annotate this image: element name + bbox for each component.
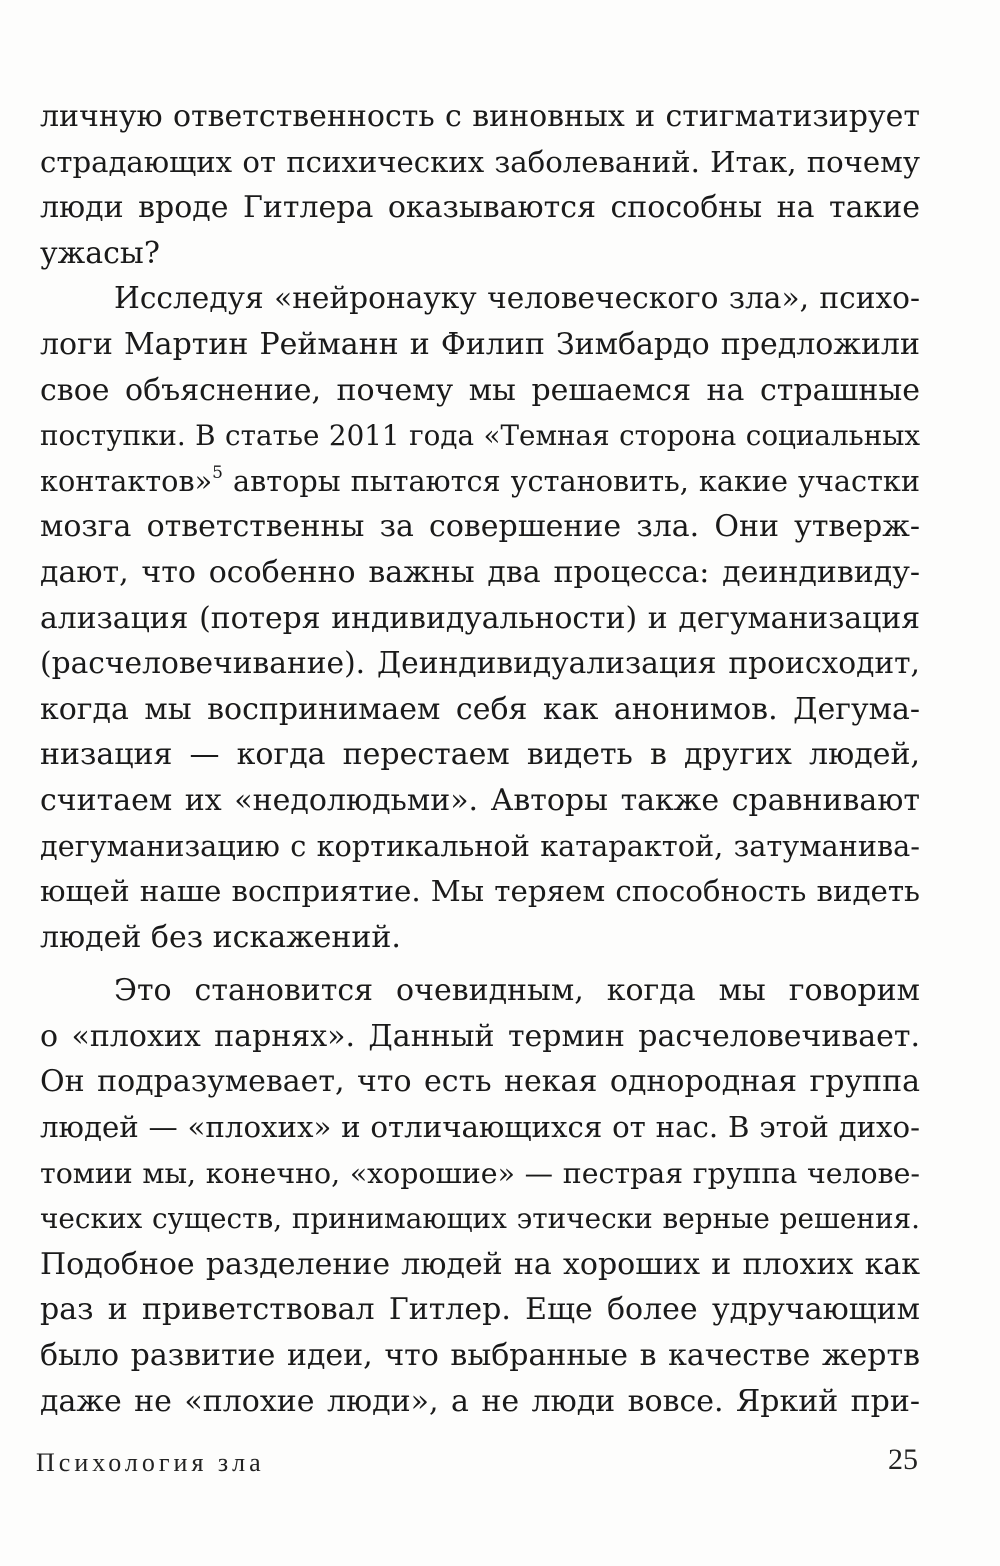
text-line: дают, что особенно важны два процесса: деиндивиду- [40, 554, 920, 590]
page-number: 25 [888, 1443, 918, 1476]
text-line: люди вроде Гитлера оказываются способны на такие [40, 190, 920, 226]
text-fragment: контактов» [40, 463, 213, 498]
text-line: ющей наше восприятие. Мы теряем способность видеть [40, 874, 920, 909]
text-line: даже не «плохие люди», а не люди вовсе. Яркий при- [40, 1383, 920, 1419]
text-line: страдающих от психических заболеваний. Итак, почему [40, 144, 920, 179]
text-line: логи Мартин Рейманн и Филип Зимбардо предложили [40, 326, 920, 362]
text-line: Подобное разделение людей на хороших и плохих как [40, 1246, 920, 1282]
text-line: поступки. В статье 2011 года «Темная сторона социальных [40, 419, 920, 453]
text-line: людей — «плохих» и отличающихся от нас. В этой дихо- [40, 1110, 920, 1145]
text-line: было развитие идеи, что выбранные в качестве жертв [40, 1338, 920, 1374]
text-line: личную ответственность с виновных и стигматизирует [40, 99, 920, 134]
text-line: мозга ответственны за совершение зла. Они утверж- [40, 509, 920, 545]
text-line: считаем их «недолюдьми». Авторы также сравнивают [40, 782, 920, 818]
text-line: ализация (потеря индивидуальности) и дегуманизация [40, 600, 920, 636]
text-line: томии мы, конечно, «хорошие» — пестрая группа челове- [40, 1156, 920, 1190]
text-line: людей без искажений. [40, 919, 401, 955]
text-line: свое объяснение, почему мы решаемся на страшные [40, 372, 920, 408]
text-line: ужасы? [40, 235, 160, 271]
text-line-with-footnote [40, 459, 920, 505]
text-line: Это становится очевидным, когда мы говорим [114, 973, 920, 1009]
paragraph-2 [40, 276, 920, 960]
text-fragment: авторы пытаются установить, какие участки [223, 463, 920, 498]
paragraph-1 [40, 94, 920, 276]
text-line: когда мы воспринимаем себя как анонимов. Дегума- [40, 691, 920, 727]
text-line: раз и приветствовал Гитлер. Еще более удручающим [40, 1292, 920, 1328]
paragraph-3 [40, 968, 920, 1424]
text-line: дегуманизацию с кортикальной катарактой, затуманива- [40, 828, 920, 863]
text-line: о «плохих парнях». Данный термин расчеловечивает. [40, 1018, 920, 1054]
text-line: низация — когда перестаем видеть в других людей, [40, 737, 920, 773]
footnote-marker[interactable]: 5 [212, 462, 223, 483]
running-title: Психология зла [36, 1448, 265, 1477]
text-line: Он подразумевает, что есть некая однородная группа [40, 1064, 920, 1100]
text-line: ческих существ, принимающих этически верные решения. [40, 1202, 920, 1236]
text-line: Исследуя «нейронауку человеческого зла», психо- [114, 281, 920, 316]
body-text [40, 94, 920, 1424]
text-line: (расчеловечивание). Деиндивидуализация происходит, [40, 646, 920, 682]
paragraph-gap [40, 960, 920, 968]
